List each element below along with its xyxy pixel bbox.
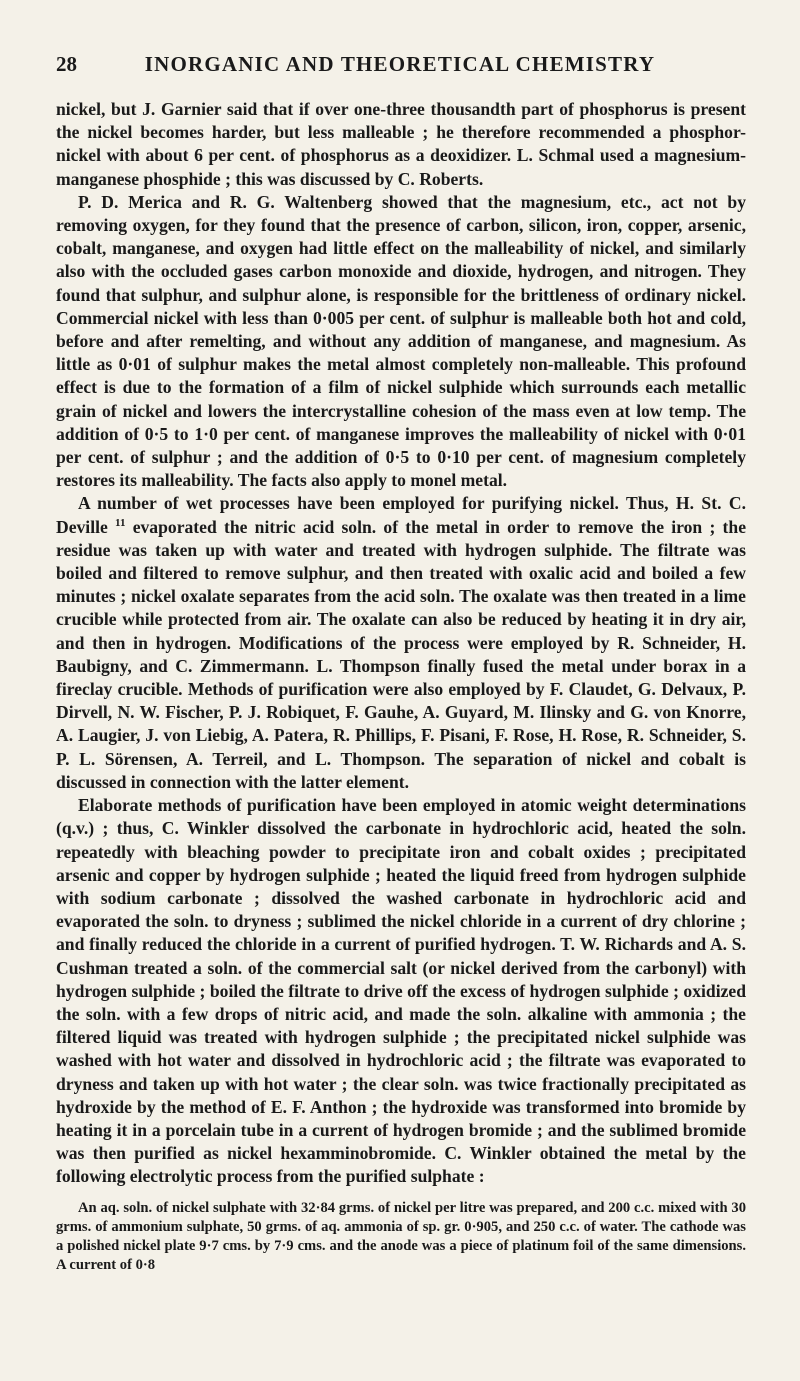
paragraph-text-after-footnote: evaporated the nitric acid soln. of the metal in order to remove the iron ; the residue was taken up with water and treated with hydrogen sulphide. The filtrate was boiled and filtered to remove sulphur, and then treated with oxalic acid and boiled a few minutes ; nickel oxalate separates from the acid soln. The oxalate was then treated in a lime crucible while protected from air. The oxalate can also be reduced by heating it in dry air, and then in hydrogen. Modifications of the process were employed by R. Schneider, H. Baubigny, and C. Zimmermann. L. Thompson finally fused the metal under borax in a fireclay crucible. Methods of purification were also employed by F. Claudet, G. Delvaux, P. Dirvell, N. W. Fischer, P. J. Robiquet, F. Gauhe, A. Guyard, M. Ilinsky and G. von Knorre, A. Laugier, J. von Liebig, A. Patera, R. Phillips, F. Pisani, F. Rose, H. Rose, R. Schneider, S. P. L. Sörensen, A. Terreil, and L. Thompson. The separation of nickel and cobalt is discussed in connection with the latter element.	[56, 516, 746, 792]
paragraph-text-before-footnote: A number of wet processes have been employed for purifying nickel. Thus, H. St. C. Deville	[56, 493, 746, 537]
paragraph-atomic-weight-purification: Elaborate methods of purification have been employed in atomic weight determinations (q.v.) ; thus, C. Winkler dissolved the carbonate in hydrochloric acid, heated the soln. repeatedly with bleaching powder to precipitate iron and cobalt oxides ; precipitated arsenic and copper by hydrogen sulphide ; heated the liquid freed from hydrogen sulphide with sodium carbonate ; dissolved the washed carbonate in hydrochloric acid and evaporated the soln. to dryness ; sublimed the nickel chloride in a current of dry chlorine ; and finally reduced the chloride in a current of purified hydrogen. T. W. Richards and A. S. Cushman treated a soln. of the commercial salt (or nickel derived from the carbonyl) with hydrogen sulphide ; boiled the filtrate to drive off the excess of hydrogen sulphide ; oxidized the soln. with a few drops of nitric acid, and made the soln. alkaline with ammonia ; the filtered liquid was treated with hydrogen sulphide ; the precipitated nickel sulphide was washed with hot water and dissolved in hydrochloric acid ; the filtrate was evaporated to dryness and taken up with hot water ; the clear soln. was twice fractionally precipitated as hydroxide by the method of E. F. Anthon ; the hydroxide was transformed into bromide by heating it in a porcelain tube in a current of hydrogen bromide ; and the sublimed bromide was then purified as nickel hexamminobromide. C. Winkler obtained the metal by the following electrolytic process from the purified sulphate :	[56, 795, 746, 1187]
paragraph-merica-waltenberg: P. D. Merica and R. G. Waltenberg showed that the magnesium, etc., act not by removing oxygen, for they found that the presence of carbon, silicon, iron, copper, arsenic, cobalt, manganese, and oxygen had little effect on the malleability of nickel, and similarly also with the occluded gases carbon monoxide and dioxide, hydrogen, and nitrogen. They found that sulphur, and sulphur alone, is responsible for the brittleness of ordinary nickel. Commercial nickel with less than 0·005 per cent. of sulphur is malleable both hot and cold, before and after remelting, and without any addition of manganese, and magnesium. As little as 0·01 of sulphur makes the metal almost completely non-malleable. This profound effect is due to the formation of a film of nickel sulphide which surrounds each metallic grain of nickel and lowers the intercrystalline cohesion of the mass even at low temp. The addition of 0·5 to 1·0 per cent. of manganese improves the malleability of nickel with 0·01 per cent. of sulphur ; and the addition of 0·5 to 0·10 per cent. of magnesium completely restores its malleability. The facts also apply to monel metal.	[56, 191, 746, 491]
running-title: INORGANIC AND THEORETICAL CHEMISTRY	[144, 52, 656, 76]
electrolytic-process-note: An aq. soln. of nickel sulphate with 32·84 grms. of nickel per litre was prepared, and 200 c.c. mixed with 30 grms. of ammonium sulphate, 50 grms. of aq. ammonia of sp. gr. 0·905, and 250 c.c. of water. The cathode was a polished nickel plate 9·7 cms. by 7·9 cms. and the anode was a piece of platinum foil of the same dimensions. A current of 0·8	[56, 1199, 746, 1273]
paragraph-wet-processes	[56, 492, 746, 794]
paragraph-continuation: nickel, but J. Garnier said that if over one-three thousandth part of phosphorus is present the nickel becomes harder, but less malleable ; he therefore recommended a phosphor-nickel with about 6 per cent. of phosphorus as a deoxidizer. L. Schmal used a magnesium-manganese phosphide ; this was discussed by C. Roberts.	[56, 99, 746, 189]
page-number: 28	[56, 52, 77, 76]
footnote-reference: 11	[115, 516, 126, 529]
page-body	[56, 98, 746, 1275]
page-header	[0, 52, 800, 80]
